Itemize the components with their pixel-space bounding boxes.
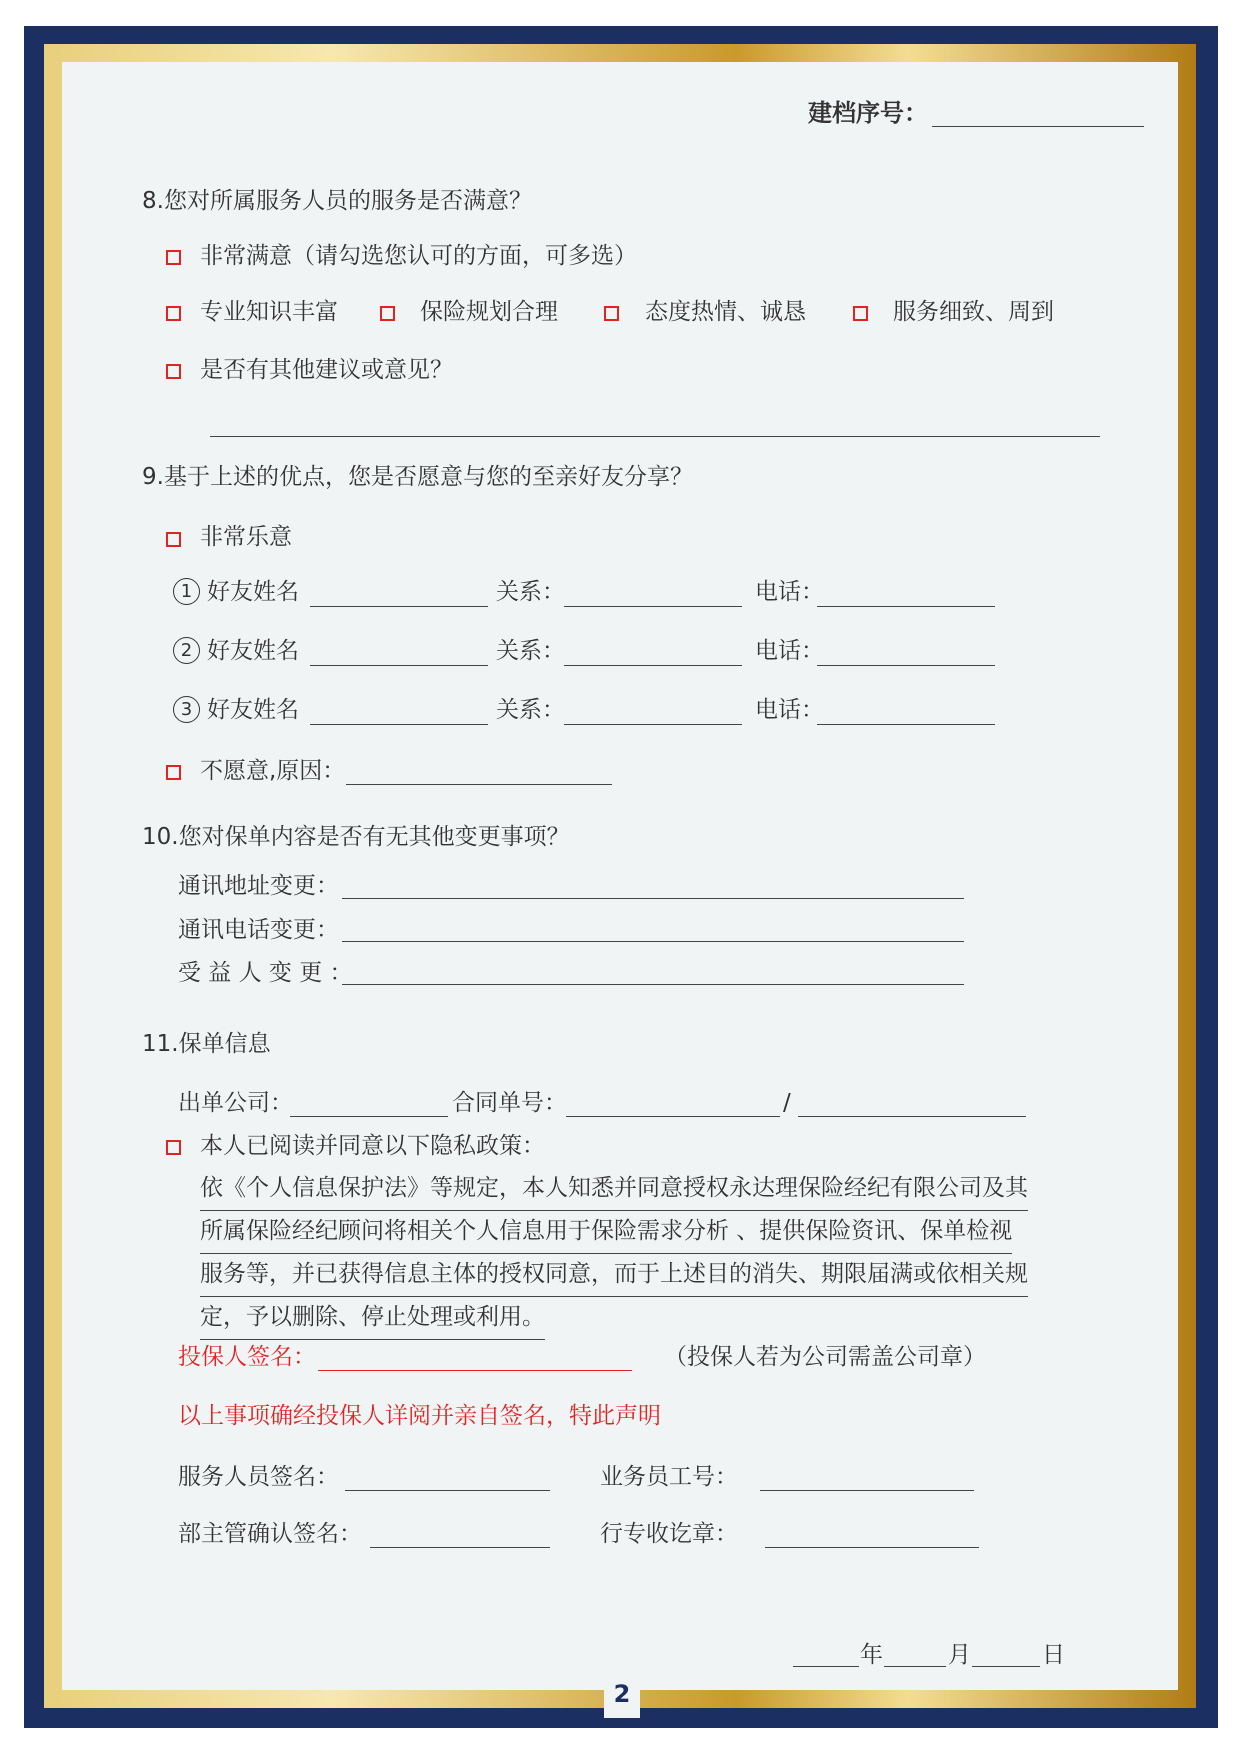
phone-change-label: 通讯电话变更： <box>178 917 339 943</box>
month-label: 月 <box>948 1642 971 1668</box>
checkbox-aspect-service[interactable] <box>853 306 868 321</box>
friend-relation-field[interactable] <box>564 724 742 725</box>
declaration-text: 以上事项确经投保人详阅并亲自签名，特此声明 <box>178 1403 661 1429</box>
day-field[interactable] <box>972 1666 1040 1667</box>
policyholder-signature-field[interactable] <box>318 1370 632 1371</box>
day-label: 日 <box>1042 1642 1065 1668</box>
friend-phone-field[interactable] <box>817 606 995 607</box>
suggestion-field[interactable] <box>210 436 1100 437</box>
q9-unwilling-label: 不愿意,原因： <box>200 758 346 784</box>
q11-title: 11.保单信息 <box>142 1031 271 1057</box>
friend-phone-field[interactable] <box>817 724 995 725</box>
friend-name-field[interactable] <box>310 606 488 607</box>
checkbox-aspect-planning[interactable] <box>380 306 395 321</box>
seal-field[interactable] <box>765 1547 979 1548</box>
checkbox-privacy-agree[interactable] <box>166 1140 181 1155</box>
aspect-label: 服务细致、周到 <box>893 299 1054 325</box>
company-field[interactable] <box>290 1116 448 1117</box>
privacy-line: 服务等，并已获得信息主体的授权同意，而于上述目的消失、期限届满或依相关规 <box>200 1254 1028 1297</box>
manager-sign-field[interactable] <box>370 1547 550 1548</box>
friend-name-label: 好友姓名 <box>207 579 299 605</box>
friend-phone-label: 电话： <box>755 579 824 605</box>
month-field[interactable] <box>884 1666 946 1667</box>
address-change-label: 通讯地址变更： <box>178 873 339 899</box>
friend-relation-label: 关系： <box>496 697 565 723</box>
friend-relation-label: 关系： <box>496 638 565 664</box>
year-label: 年 <box>860 1642 883 1668</box>
beneficiary-change-label: 受 益 人 变 更 ： <box>178 960 353 986</box>
checkbox-suggestion[interactable] <box>166 364 181 379</box>
checkbox-aspect-attitude[interactable] <box>604 306 619 321</box>
privacy-line: 依《个人信息保护法》等规定，本人知悉并同意授权永达理保险经纪有限公司及其 <box>200 1168 1028 1211</box>
friend-relation-field[interactable] <box>564 606 742 607</box>
privacy-line: 所属保险经纪顾问将相关个人信息用于保险需求分析 、提供保险资讯、保单检视 <box>200 1211 1012 1254</box>
friend-number-badge: 2 <box>173 637 200 664</box>
agent-id-field[interactable] <box>760 1490 974 1491</box>
file-no-field[interactable] <box>932 126 1144 127</box>
page-number: 2 <box>613 1680 631 1708</box>
privacy-agree-label: 本人已阅读并同意以下隐私政策： <box>200 1133 545 1159</box>
friend-name-field[interactable] <box>310 724 488 725</box>
friend-name-label: 好友姓名 <box>207 638 299 664</box>
friend-number-badge: 1 <box>173 578 200 605</box>
phone-change-field[interactable] <box>342 941 964 942</box>
service-staff-sign-label: 服务人员签名： <box>178 1464 339 1490</box>
contract-no-field[interactable] <box>566 1116 780 1117</box>
policyholder-signature-label: 投保人签名： <box>178 1344 316 1370</box>
friend-phone-label: 电话： <box>755 638 824 664</box>
q10-title: 10.您对保单内容是否有无其他变更事项？ <box>142 824 570 850</box>
checkbox-willing[interactable] <box>166 532 181 547</box>
aspect-label: 态度热情、诚恳 <box>645 299 806 325</box>
friend-number-badge: 3 <box>173 696 200 723</box>
friend-relation-field[interactable] <box>564 665 742 666</box>
year-field[interactable] <box>793 1666 859 1667</box>
contract-slash: / <box>783 1090 791 1116</box>
q9-title: 9.基于上述的优点，您是否愿意与您的至亲好友分享？ <box>142 464 693 490</box>
unwilling-reason-field[interactable] <box>346 784 612 785</box>
q8-suggestion-label: 是否有其他建议或意见？ <box>200 357 453 383</box>
checkbox-unwilling[interactable] <box>166 765 181 780</box>
contract-no-label: 合同单号： <box>452 1090 567 1116</box>
checkbox-very-satisfied[interactable] <box>166 250 181 265</box>
service-staff-sign-field[interactable] <box>345 1490 550 1491</box>
friend-name-field[interactable] <box>310 665 488 666</box>
aspect-label: 保险规划合理 <box>420 299 558 325</box>
address-change-field[interactable] <box>342 898 964 899</box>
file-no-label: 建档序号： <box>808 99 928 127</box>
friend-phone-field[interactable] <box>817 665 995 666</box>
friend-phone-label: 电话： <box>755 697 824 723</box>
signature-note: （投保人若为公司需盖公司章） <box>664 1344 986 1370</box>
privacy-line: 定，予以删除、停止处理或利用。 <box>200 1297 545 1340</box>
company-label: 出单公司： <box>178 1090 293 1116</box>
q8-title: 8.您对所属服务人员的服务是否满意？ <box>142 188 532 214</box>
seal-label: 行专收讫章： <box>600 1521 738 1547</box>
friend-name-label: 好友姓名 <box>207 697 299 723</box>
privacy-policy-text <box>200 1168 1062 1340</box>
friend-relation-label: 关系： <box>496 579 565 605</box>
contract-no-field-2[interactable] <box>798 1116 1026 1117</box>
beneficiary-change-field[interactable] <box>342 984 964 985</box>
aspect-label: 专业知识丰富 <box>200 299 338 325</box>
agent-id-label: 业务员工号： <box>600 1464 738 1490</box>
checkbox-aspect-knowledge[interactable] <box>166 306 181 321</box>
q9-willing-label: 非常乐意 <box>200 524 292 550</box>
manager-sign-label: 部主管确认签名： <box>178 1521 362 1547</box>
q8-very-satisfied-label: 非常满意（请勾选您认可的方面，可多选） <box>200 243 637 269</box>
